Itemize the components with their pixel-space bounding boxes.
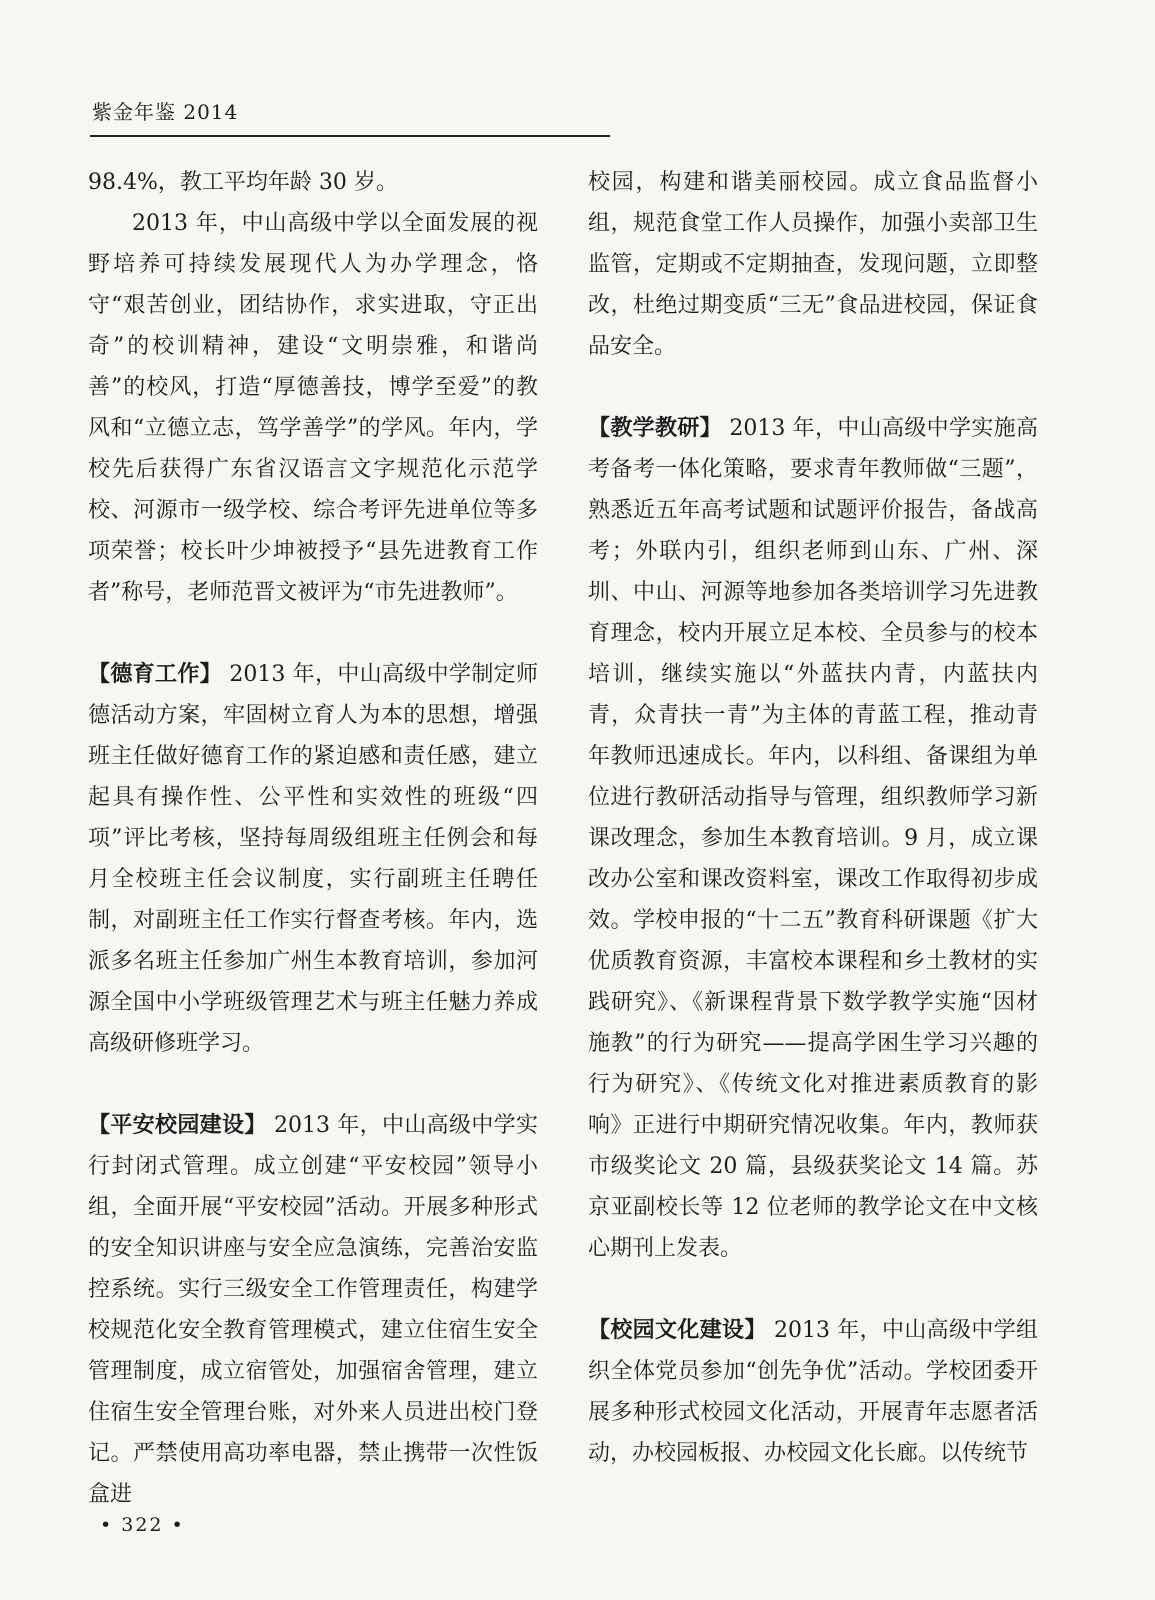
section-body-teaching: 2013 年，中山高级中学实施高考备考一体化策略，要求青年教师做“三题”，熟悉近五年高考试题和试题评价报告，备战高考；外联内引，组织老师到山东、广州、深圳、中山、河源等地参加各类培训学习先进教育理念，校内开展立足本校、全员参与的校本培训，继续实施以“外蓝扶内青，内蓝扶内青，众青扶一青”为主体的青蓝工程，推动青年教师迅速成长。年内，以科组、备课组为单位进行教研活动指导与管理，组织教师学习新课改理念，参加生本教育培训。9 月，成立课改办公室和课改资料室，课改工作取得初步成效。学校申报的“十二五”教育科研课题《扩大优质教育资源，丰富校本课程和乡土教材的实践研究》、《新课程背景下数学教学实施“因材施教”的行为研究——提高学困生学习兴趣的行为研究》、《传统文化对推进素质教育的影响》正进行中期研究情况收集。年内，教师获市级奖论文 20 篇，县级获奖论文 14 篇。苏京亚副校长等 12 位老师的教学论文在中文核心期刊上发表。 <box>588 416 1038 1261</box>
safety-section <box>88 1105 538 1515</box>
section-title-culture: 【校园文化建设】 <box>588 1318 767 1343</box>
left-column <box>88 162 538 1515</box>
culture-section <box>588 1310 1038 1474</box>
running-header: 紫金年鉴 2014 <box>92 100 239 124</box>
section-title-teaching: 【教学教研】 <box>588 416 723 441</box>
page-number: • 322 • <box>100 1514 185 1536</box>
intro-paragraph: 2013 年，中山高级中学以全面发展的视野培养可持续发展现代人为办学理念，恪守“艰苦创业，团结协作，求实进取，守正出奇”的校训精神，建设“文明崇雅，和谐尚善”的校风，打造“厚德善技，博学至爱”的教风和“立德立志，笃学善学”的学风。年内，学校先后获得广东省汉语言文字规范化示范学校、河源市一级学校、综合考评先进单位等多项荣誉；校长叶少坤被授予“县先进教育工作者”称号，老师范晋文被评为“市先进教师”。 <box>88 211 538 605</box>
teaching-section <box>588 408 1038 1269</box>
moral-education-section <box>88 654 538 1064</box>
section-body-culture: 2013 年，中山高级中学组织全体党员参加“创先争优”活动。学校团委开展多种形式校园文化活动，开展青年志愿者活动，办校园板报、办校园文化长廊。以传统节 <box>588 1318 1038 1466</box>
continuation-paragraph: 校园，构建和谐美丽校园。成立食品监督小组，规范食堂工作人员操作，加强小卖部卫生监管，定期或不定期抽查，发现问题，立即整改，杜绝过期变质“三无”食品进校园，保证食品安全。 <box>588 170 1038 359</box>
intro-line: 98.4%，教工平均年龄 30 岁。 <box>88 170 398 195</box>
section-body-safety: 2013 年，中山高级中学实行封闭式管理。成立创建“平安校园”领导小组，全面开展“平安校园”活动。开展多种形式的安全知识讲座与安全应急演练，完善治安监控系统。实行三级安全工作管理责任，构建学校规范化安全教育管理模式，建立住宿生安全管理制度，成立宿管处，加强宿舍管理，建立住宿生安全管理台账，对外来人员进出校门登记。严禁使用高功率电器，禁止携带一次性饭盒进 <box>88 1113 538 1507</box>
section-body-moral: 2013 年，中山高级中学制定师德活动方案，牢固树立育人为本的思想，增强班主任做好德育工作的紧迫感和责任感，建立起具有操作性、公平性和实效性的班级“四项”评比考核，坚持每周级组班主任例会和每月全校班主任会议制度，实行副班主任聘任制，对副班主任工作实行督查考核。年内，选派多名班主任参加广州生本教育培训，参加河源全国中小学班级管理艺术与班主任魅力养成高级研修班学习。 <box>88 662 538 1056</box>
section-title-moral: 【德育工作】 <box>88 662 223 687</box>
section-title-safety: 【平安校园建设】 <box>88 1113 267 1138</box>
right-column <box>588 162 1038 1474</box>
header-rule <box>90 135 610 137</box>
